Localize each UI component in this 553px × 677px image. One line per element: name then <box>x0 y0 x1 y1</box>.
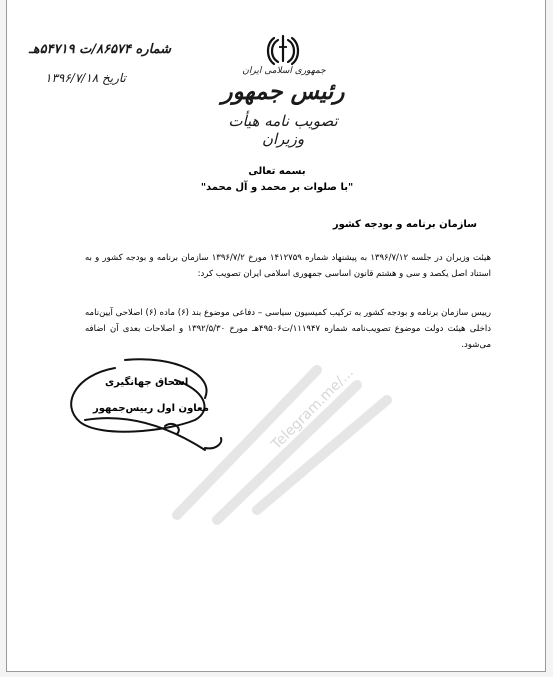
basmala: بسمه تعالی <box>248 166 306 177</box>
reference-number: شماره ۸۶۵۷۴/ت ۵۴۷۱۹هـ <box>29 42 172 57</box>
reference-date: تاریخ ۱۳۹۶/۷/۱۸ <box>45 71 126 85</box>
iran-emblem-icon <box>265 33 301 67</box>
watermark-text: Telegram.me/... <box>268 364 357 453</box>
addressee: سازمان برنامه و بودجه کشور <box>332 219 477 230</box>
salavat: "با صلوات بر محمد و آل محمد" <box>200 182 354 193</box>
signer-title: معاون اول رییس‌جمهور <box>93 403 209 414</box>
masthead-cabinet-decree: تصویب نامه هیأت وزیران <box>228 112 338 148</box>
decree-paragraph-1: هیئت وزیران در جلسه ۱۳۹۶/۷/۱۲ به پیشنهاد شماره ۱۴۱۲۷۵۹ مورخ ۱۳۹۶/۷/۲ سازمان برنامه و بودجه کشور و به استناد اصل یکصد و سی و هشتم قانون اساسی جمهوری اسلامی ایران تصویب کرد: <box>85 253 491 279</box>
signer-name: اسحاق جهانگیری <box>105 377 189 388</box>
masthead-country: جمهوری اسلامی ایران <box>242 66 326 76</box>
document-page <box>6 0 546 672</box>
masthead-president: رئیس جمهور <box>221 78 345 105</box>
decree-paragraph-2: رییس سازمان برنامه و بودجه کشور به ترکیب کمیسیون سیاسی – دفاعی موضوع بند (۶) ماده (۶) اصلاحی آیین‌نامه داخلی هیئت دولت موضوع تصویب‌نامه شماره ۱۱۱۹۴۷/ت۴۹۵۰۶هـ مورخ ۱۳۹۲/۵/۳۰ و اصلاحات بعدی آن اضافه می‌شود. <box>85 308 492 350</box>
